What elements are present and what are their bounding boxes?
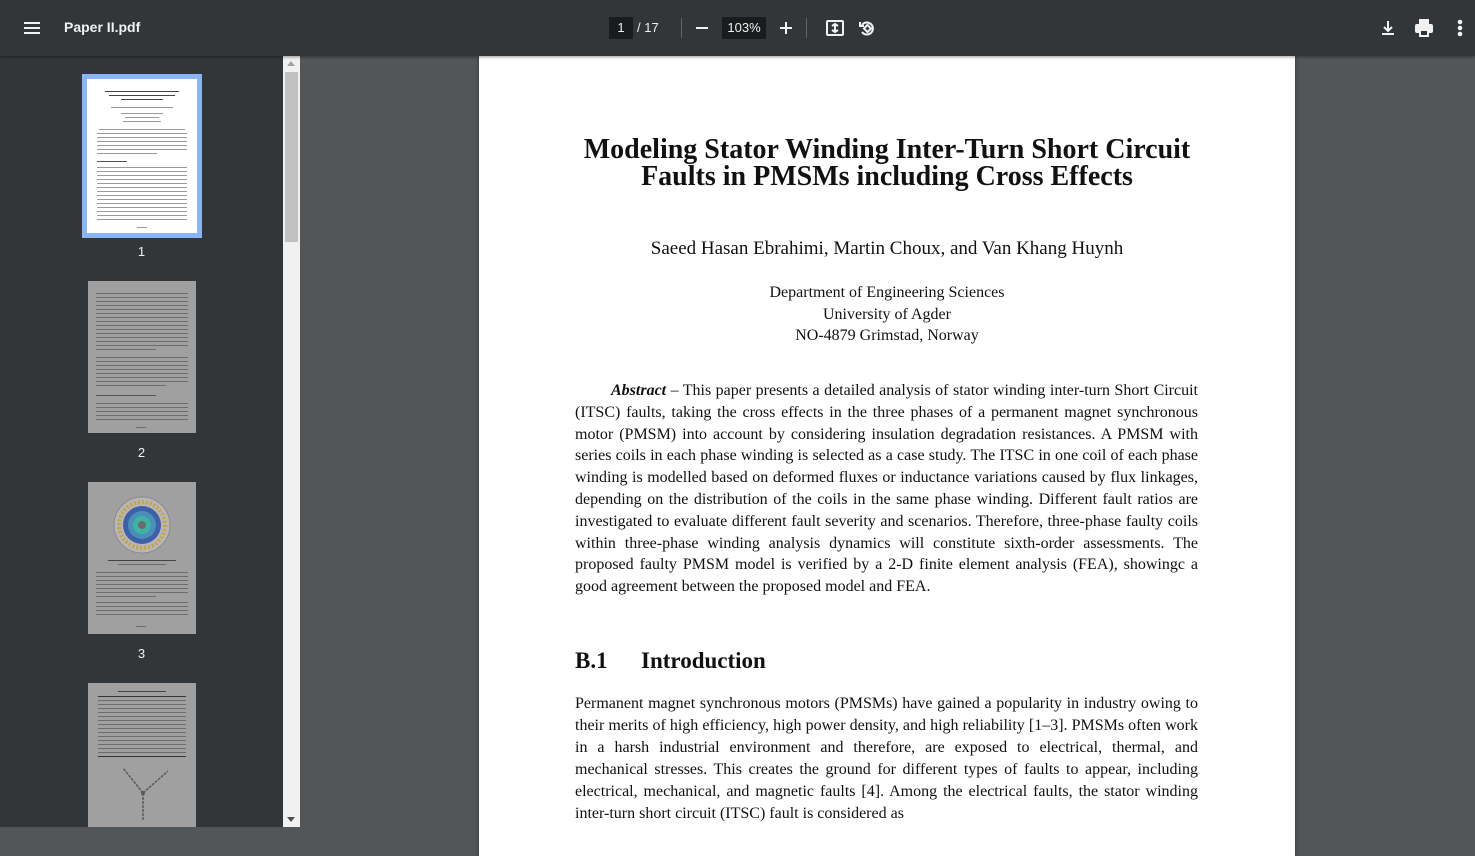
scroll-up-arrow[interactable] bbox=[287, 61, 295, 66]
affiliation-department: Department of Engineering Sciences bbox=[769, 284, 1005, 301]
motor-cross-section-image bbox=[113, 496, 171, 554]
abstract-paragraph bbox=[575, 380, 1198, 598]
circuit-diagram-image bbox=[108, 763, 178, 825]
more-icon bbox=[1450, 18, 1470, 38]
scrollbar-thumb[interactable] bbox=[285, 72, 298, 242]
rotate-button[interactable] bbox=[851, 12, 883, 44]
zoom-out-button[interactable] bbox=[686, 12, 718, 44]
section-title: Introduction bbox=[641, 648, 766, 673]
print-icon bbox=[1414, 18, 1434, 38]
thumbnail-page-4[interactable] bbox=[88, 683, 196, 827]
print-button[interactable] bbox=[1408, 12, 1440, 44]
thumbnail-page-3[interactable] bbox=[88, 482, 196, 634]
rotate-icon bbox=[857, 18, 877, 38]
zoom-input[interactable]: 103% bbox=[722, 17, 766, 39]
file-title: Paper II.pdf bbox=[64, 19, 141, 35]
pdf-page bbox=[479, 56, 1295, 856]
page-total: / 17 bbox=[637, 20, 659, 35]
toolbar bbox=[0, 0, 1475, 56]
menu-icon bbox=[22, 18, 42, 38]
toolbar-divider bbox=[681, 18, 682, 38]
fit-page-button[interactable] bbox=[819, 12, 851, 44]
scroll-down-arrow[interactable] bbox=[287, 817, 295, 822]
section-heading bbox=[575, 648, 766, 674]
thumbnail-page-2[interactable] bbox=[88, 281, 196, 433]
paper-title: Modeling Stator Winding Inter-Turn Short Circuit Faults in PMSMs including Cross Effects bbox=[583, 134, 1191, 192]
download-icon bbox=[1378, 18, 1398, 38]
menu-button[interactable] bbox=[16, 12, 48, 44]
paper-authors: Saeed Hasan Ebrahimi, Martin Choux, and Van Khang Huynh bbox=[650, 238, 1124, 259]
toolbar-divider bbox=[806, 18, 807, 38]
more-actions-button[interactable] bbox=[1444, 12, 1475, 44]
zoom-in-button[interactable] bbox=[770, 12, 802, 44]
affiliation-university: University of Agder bbox=[823, 305, 951, 323]
sidebar-scrollbar[interactable] bbox=[283, 56, 300, 827]
zoom-out-icon bbox=[692, 18, 712, 38]
zoom-in-icon bbox=[776, 18, 796, 38]
thumbnail-label: 2 bbox=[137, 445, 146, 460]
introduction-paragraph: Permanent magnet synchronous motors (PMSMs) have gained a popularity in industry owing to their merits of high efficiency, high power density, and high reliability [1–3]. PMSMs often work in a harsh industrial environment and therefore, are exposed to electrical, thermal, and mechanical stresses. This creates the ground for different types of faults to appear, including electrical, mechanical, and magnetic faults [4]. Among the electrical faults, the stator winding inter-turn short circuit (ITSC) fault is considered as bbox=[575, 695, 1198, 822]
thumbnail-page-1[interactable] bbox=[82, 74, 202, 238]
fit-page-icon bbox=[825, 18, 845, 38]
page-number-input[interactable]: 1 bbox=[609, 17, 633, 39]
abstract-label: Abstract bbox=[611, 382, 667, 399]
paper-affiliation bbox=[479, 282, 1295, 347]
thumbnail-sidebar bbox=[0, 56, 300, 827]
abstract-text: – This paper presents a detailed analysis of stator winding inter-turn Short Circuit (ITSC) faults, taking the cross effects in the three phases of a permanent magnet synchronous motor (PMSM) into account by considering insulation degradation resistances. A PMSM with series coils in each phase winding is selected as a case study. The ITSC in one coil of each phase winding is modelled based on deformed fluxes or inductance variations caused by flux linkages, depending on the distribution of the coils in the same phase winding. Different fault ratios are investigated to evaluate different fault severity and scenarios. Therefore, three-phase faulty coils within three-phase winding analysis dynamics will constitute sixth-order assessments. The proposed faulty PMSM model is verified by a 2-D finite element analysis (FEA), showingc a good agreement between the proposed model and FEA. bbox=[575, 382, 1198, 596]
section-number: B.1 bbox=[575, 648, 608, 673]
affiliation-address: NO-4879 Grimstad, Norway bbox=[795, 327, 979, 344]
thumbnail-list bbox=[0, 56, 283, 827]
thumbnail-label: 3 bbox=[137, 646, 146, 661]
thumbnail-label: 1 bbox=[137, 244, 146, 259]
download-button[interactable] bbox=[1372, 12, 1404, 44]
